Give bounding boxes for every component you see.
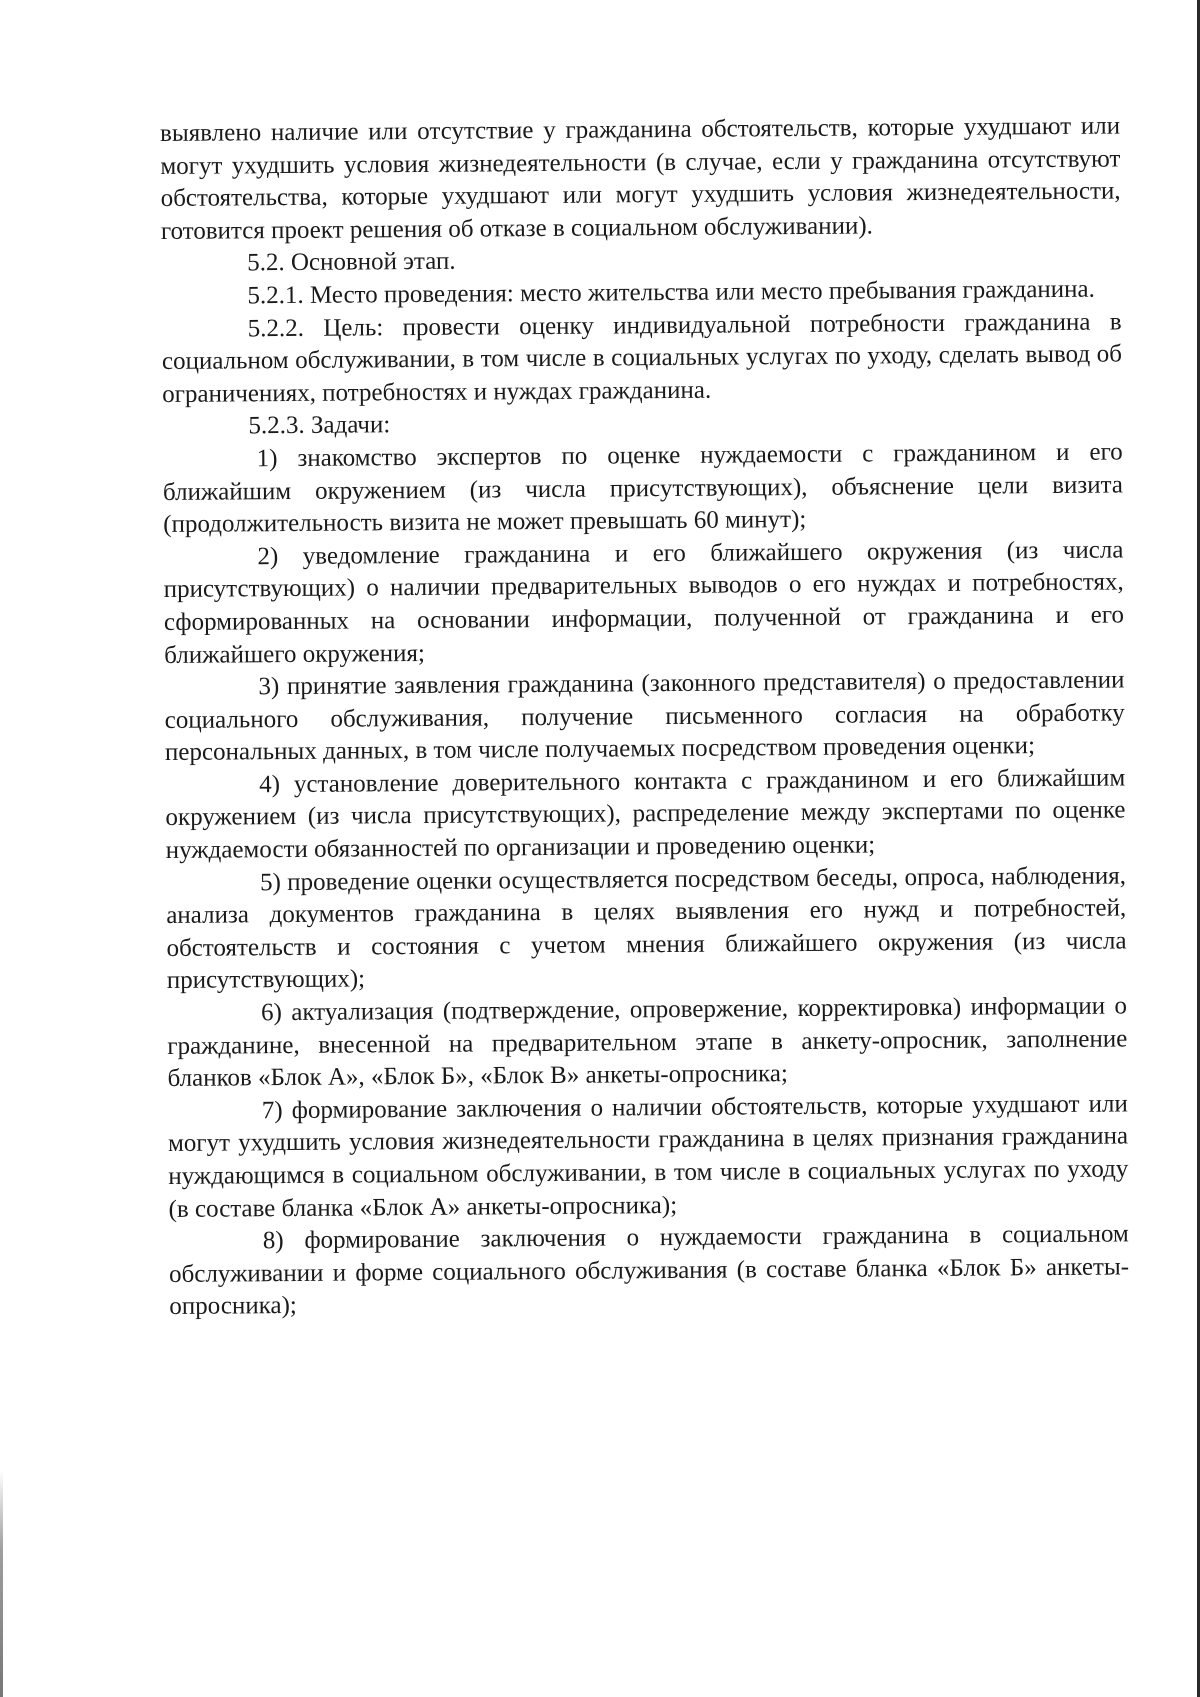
paragraph-5-2-3: 5.2.3. Задачи: [248, 411, 391, 440]
list-item-1: 1) знакомство экспертов по оценке нуждаемости с гражданином и его ближайшим окружением (из числа присутствующих), объяснение цели визита (продолжительность визита не может превышать 60 минут); [162, 438, 1124, 539]
paragraph-5-2-1: 5.2.1. Место проведения: место жительства или место пребывания гражданина. [247, 275, 1095, 310]
list-item-2: 2) уведомление гражданина и его ближайшего окружения (из числа присутствующих) о наличии предварительных выводов о его нуждах и потребностях, сформированных на основании информации, полученной от гражданина и его ближайшего окружения; [163, 536, 1125, 669]
list-item-7: 7) формирование заключения о наличии обстоятельств, которые ухудшают или могут ухудшить условия жизнедеятельности гражданина в целях признания гражданина нуждающимся в социальном обслуживании, в том числе в социальных услугах по уходу (в составе бланка «Блок А» анкеты-опросника); [167, 1090, 1129, 1223]
scan-left-edge-noise [0, 1470, 3, 1697]
paragraph-continuation: выявлено наличие или отсутствие у гражданина обстоятельств, которые ухудшают или могут ухудшить условия жизнедеятельности (в случае, если у гражданина отсутствуют обстоятельства, которые ухудшают или могут ухудшить условия жизнедеятельности, готовится проект решения об отказе в социальном обслуживании). [160, 112, 1121, 245]
document-page [160, 110, 1129, 1323]
list-item-6: 6) актуализация (подтверждение, опровержение, корректировка) информации о гражданине, внесенной на предварительном этапе в анкету-опросник, заполнение бланков «Блок А», «Блок Б», «Блок В» анкеты-опросника; [167, 992, 1128, 1093]
list-item-3: 3) принятие заявления гражданина (законного представителя) о предоставлении социального обслуживания, получение письменного согласия на обработку персональных данных, в том числе получаемых посредством проведения оценки; [164, 666, 1125, 767]
paragraph-5-2-2: 5.2.2. Цель: провести оценку индивидуальной потребности гражданина в социальном обслуживании, в том числе в социальных услугах по уходу, сделать вывод об ограничениях, потребностях и нуждах гражданина. [161, 308, 1122, 408]
list-item-8: 8) формирование заключения о нуждаемости гражданина в социальном обслуживании и форме социального обслуживания (в составе бланка «Блок Б» анкеты-опросника); [168, 1220, 1130, 1321]
section-heading-5-2: 5.2. Основной этап. [247, 248, 456, 277]
list-item-5: 5) проведение оценки осуществляется посредством беседы, опроса, наблюдения, анализа документов гражданина в целях выявления его нужд и потребностей, обстоятельств и состояния с учетом мнения ближайшего окружения (из числа присутствующих); [166, 862, 1127, 995]
list-item-4: 4) установление доверительного контакта с гражданином и его ближайшим окружением (из числа присутствующих), распределение между экспертами по оценке нуждаемости обязанностей по организации и проведению оценки; [165, 764, 1126, 865]
